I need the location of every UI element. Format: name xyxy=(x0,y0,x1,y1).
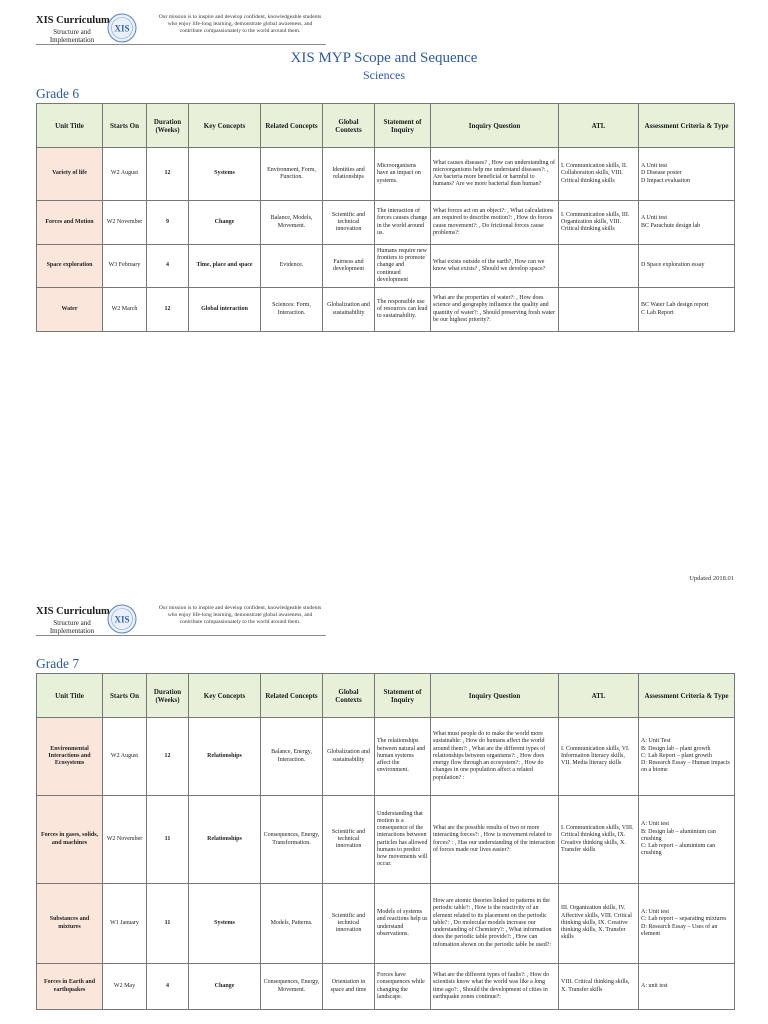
col-related-concepts: Related Concepts xyxy=(261,674,323,718)
school-logo-icon xyxy=(107,604,137,634)
starts-on: W2 November xyxy=(103,796,147,884)
assessment: A: Unit test B: Design lab – aluminium can crushing C: Lab report – aluminium can crushing xyxy=(639,796,735,884)
unit-title: Space exploration xyxy=(37,245,103,288)
col-unit-title: Unit Title xyxy=(37,104,103,148)
col-key-concepts: Key Concepts xyxy=(189,104,261,148)
col-global-contexts: Global Contexts xyxy=(323,104,375,148)
svg-text:XIS: XIS xyxy=(114,614,130,625)
statement-of-inquiry: The responsible use of resources can lead to sustainability. xyxy=(375,288,431,332)
inquiry-question: What exists outside of the earth?, How can we know what exists? , Should we develop space? xyxy=(431,245,559,288)
col-inquiry-question: Inquiry Question xyxy=(431,674,559,718)
table-header-row xyxy=(37,674,735,718)
global-context: Orientation in space and time xyxy=(323,964,375,1010)
inquiry-question: What causes diseases? , How can understanding of microorganisms help me understand diseases?: , Are bacteria more beneficial or harmful to humans? Are we more bacterial than human? xyxy=(431,148,559,201)
table-row xyxy=(37,796,735,884)
inquiry-question: What are the properties of water?: , How does science and geography influence the quality and quantity of water?: , Should preserving fresh water be our highest priority?: xyxy=(431,288,559,332)
svg-text:XIS: XIS xyxy=(114,23,130,34)
duration: 4 xyxy=(147,245,189,288)
col-starts-on: Starts On xyxy=(103,104,147,148)
grade-6-table xyxy=(36,103,735,332)
duration: 11 xyxy=(147,884,189,964)
key-concept: Change xyxy=(189,201,261,245)
starts-on: W2 November xyxy=(103,201,147,245)
related-concepts: Environment, Form, Function. xyxy=(261,148,323,201)
unit-title: Variety of life xyxy=(37,148,103,201)
col-assessment: Assessment Criteria & Type xyxy=(639,104,735,148)
brand-title: XIS Curriculum xyxy=(36,15,110,26)
header-divider xyxy=(36,635,326,636)
duration: 12 xyxy=(147,718,189,796)
statement-of-inquiry: The interaction of forces causes change in the world around us. xyxy=(375,201,431,245)
atl: III. Organization skills, IV. Affective skills, VIII. Critical thinking skills, IX. Creative thinking skills, X. Transfer skills xyxy=(559,884,639,964)
global-context: Identities and relationships xyxy=(323,148,375,201)
global-context: Fairness and development xyxy=(323,245,375,288)
col-unit-title: Unit Title xyxy=(37,674,103,718)
related-concepts: Models, Patterns. xyxy=(261,884,323,964)
related-concepts: Evidence. xyxy=(261,245,323,288)
key-concept: Global interaction xyxy=(189,288,261,332)
mission-statement: Our mission is to inspire and develop confident, knowledgeable students who enjoy life-long learning, demonstrate global awareness, and contribute compassionately to the world around them. xyxy=(158,14,322,35)
assessment: D Space exploration essay xyxy=(639,245,735,288)
unit-title: Forces in Earth and earthquakes xyxy=(37,964,103,1010)
col-statement-of-inquiry: Statement of Inquiry xyxy=(375,104,431,148)
brand-subtitle: Structure and Implementation xyxy=(49,28,95,44)
table-row xyxy=(37,245,735,288)
starts-on: W2 March xyxy=(103,288,147,332)
inquiry-question: What are the different types of faults?: , How do scientists know what the world was like a long time ago?: , Should the development of cities in earthquake zones continue?: xyxy=(431,964,559,1010)
atl: I. Communication skills, VIII. Critical thinking skills, IX. Creative thinking skills, X. Transfer skills xyxy=(559,796,639,884)
grade-7-table xyxy=(36,673,735,1010)
related-concepts: Balance, Models, Movement. xyxy=(261,201,323,245)
table-header-row xyxy=(37,104,735,148)
assessment: A: unit test xyxy=(639,964,735,1010)
assessment: A Unit test BC Parachute design lab xyxy=(639,201,735,245)
related-concepts: Balance, Energy, Interaction. xyxy=(261,718,323,796)
inquiry-question: What are the possible results of two or more interacting forces?: , How is movement related to forces? : , Has our understanding of the interaction of forces made our lives easier?: xyxy=(431,796,559,884)
document-title: XIS MYP Scope and Sequence xyxy=(290,50,478,66)
inquiry-question: What forces act on an object?: , What calculations are required to describe motion?: , How do forces cause movement?: , Do frictional forces cause problems?: xyxy=(431,201,559,245)
col-atl: ATL xyxy=(559,104,639,148)
key-concept: Change xyxy=(189,964,261,1010)
duration: 4 xyxy=(147,964,189,1010)
col-starts-on: Starts On xyxy=(103,674,147,718)
atl: I. Communication skills, III. Organization skills, VIII. Critical thinking skills xyxy=(559,201,639,245)
global-context: Scientific and technical innovation xyxy=(323,796,375,884)
col-duration: Duration (Weeks) xyxy=(147,104,189,148)
unit-title: Water xyxy=(37,288,103,332)
assessment: A: Unit test C: Lab report – separating mixtures D: Research Essay – Uses of an element xyxy=(639,884,735,964)
school-logo-icon xyxy=(107,13,137,43)
starts-on: W2 May xyxy=(103,964,147,1010)
col-statement-of-inquiry: Statement of Inquiry xyxy=(375,674,431,718)
assessment: A Unit test D Disease poster D Impact evaluation xyxy=(639,148,735,201)
col-global-contexts: Global Contexts xyxy=(323,674,375,718)
col-key-concepts: Key Concepts xyxy=(189,674,261,718)
table-row xyxy=(37,201,735,245)
col-atl: ATL xyxy=(559,674,639,718)
col-duration: Duration (Weeks) xyxy=(147,674,189,718)
atl: I. Communication skills, VI. Information literacy skills, VII. Media literacy skills xyxy=(559,718,639,796)
inquiry-question: How are atomic theories linked to patterns in the periodic table?: , How is the reactivity of an element related to its placement on the periodic table?: , Do molecular models increase our understanding of Chemistry?: , What information does the periodic table provide?: , How can infomation shown on the periodic table be used?: xyxy=(431,884,559,964)
statement-of-inquiry: Microorganisms have an impact on systems. xyxy=(375,148,431,201)
starts-on: W2 August xyxy=(103,718,147,796)
page-header-1 xyxy=(36,13,336,53)
global-context: Globalization and sustainability xyxy=(323,718,375,796)
global-context: Scientific and technical innovation xyxy=(323,201,375,245)
assessment: A: Unit Test B: Design lab – plant growth C: Lab Report – plant growth D: Research Essay – Human impacts on a biome xyxy=(639,718,735,796)
atl: I. Communication skills, II. Collaboration skills, VIII. Critical thinking skills xyxy=(559,148,639,201)
starts-on: W3 February xyxy=(103,245,147,288)
document-subtitle: Sciences xyxy=(363,68,405,82)
duration: 12 xyxy=(147,288,189,332)
duration: 12 xyxy=(147,148,189,201)
unit-title: Substances and mixtures xyxy=(37,884,103,964)
table-row xyxy=(37,288,735,332)
col-related-concepts: Related Concepts xyxy=(261,104,323,148)
key-concept: Systems xyxy=(189,148,261,201)
mission-statement: Our mission is to inspire and develop confident, knowledgeable students who enjoy life-long learning, demonstrate global awareness, and contribute compassionately to the world around them. xyxy=(158,605,322,626)
table-row xyxy=(37,148,735,201)
brand-subtitle: Structure and Implementation xyxy=(49,619,95,635)
atl xyxy=(559,288,639,332)
col-assessment: Assessment Criteria & Type xyxy=(639,674,735,718)
global-context: Scientific and technical innovation xyxy=(323,884,375,964)
brand-title: XIS Curriculum xyxy=(36,606,110,617)
key-concept: Systems xyxy=(189,884,261,964)
unit-title: Environmental Interactions and Ecosystems xyxy=(37,718,103,796)
key-concept: Relationships xyxy=(189,718,261,796)
related-concepts: Consequences, Energy, Transformation. xyxy=(261,796,323,884)
atl: VIII. Critical thinking skills, X. Transfer skills xyxy=(559,964,639,1010)
starts-on: W2 August xyxy=(103,148,147,201)
table-row xyxy=(37,964,735,1010)
col-inquiry-question: Inquiry Question xyxy=(431,104,559,148)
global-context: Globalization and sustainability xyxy=(323,288,375,332)
unit-title: Forces in gases, solids, and machines xyxy=(37,796,103,884)
inquiry-question: What must people do to make the world more sustainable: , How do humans affect the world around them?: , What are the different types of relationships between organisms?: , How does energy flow through an ecosystem?: , How do changes in one population affect a related population? : xyxy=(431,718,559,796)
table-row xyxy=(37,718,735,796)
statement-of-inquiry: Understanding that motion is a consequence of the interactions between particles has allowed humans to predict how movements will occur. xyxy=(375,796,431,884)
related-concepts: Sciences: Form, Interaction. xyxy=(261,288,323,332)
duration: 9 xyxy=(147,201,189,245)
page-header-2 xyxy=(36,604,336,644)
grade-7-heading: Grade 7 xyxy=(36,656,80,671)
statement-of-inquiry: Models of systems and reactions help us understand observations. xyxy=(375,884,431,964)
header-divider xyxy=(36,44,326,45)
unit-title: Forces and Motion xyxy=(37,201,103,245)
statement-of-inquiry: Forces have consequences while changing the landscape. xyxy=(375,964,431,1010)
key-concept: Relationships xyxy=(189,796,261,884)
duration: 11 xyxy=(147,796,189,884)
key-concept: Time, place and space xyxy=(189,245,261,288)
statement-of-inquiry: The relationships between natural and human systems affect the environment. xyxy=(375,718,431,796)
related-concepts: Consequences, Energy, Movement. xyxy=(261,964,323,1010)
statement-of-inquiry: Humans require new frontiers to promote change and continued development xyxy=(375,245,431,288)
assessment: BC Water Lab design report C Lab Report xyxy=(639,288,735,332)
atl xyxy=(559,245,639,288)
table-row xyxy=(37,884,735,964)
starts-on: W1 January xyxy=(103,884,147,964)
grade-6-heading: Grade 6 xyxy=(36,86,80,101)
updated-date: Updated 2018.01 xyxy=(689,575,734,582)
